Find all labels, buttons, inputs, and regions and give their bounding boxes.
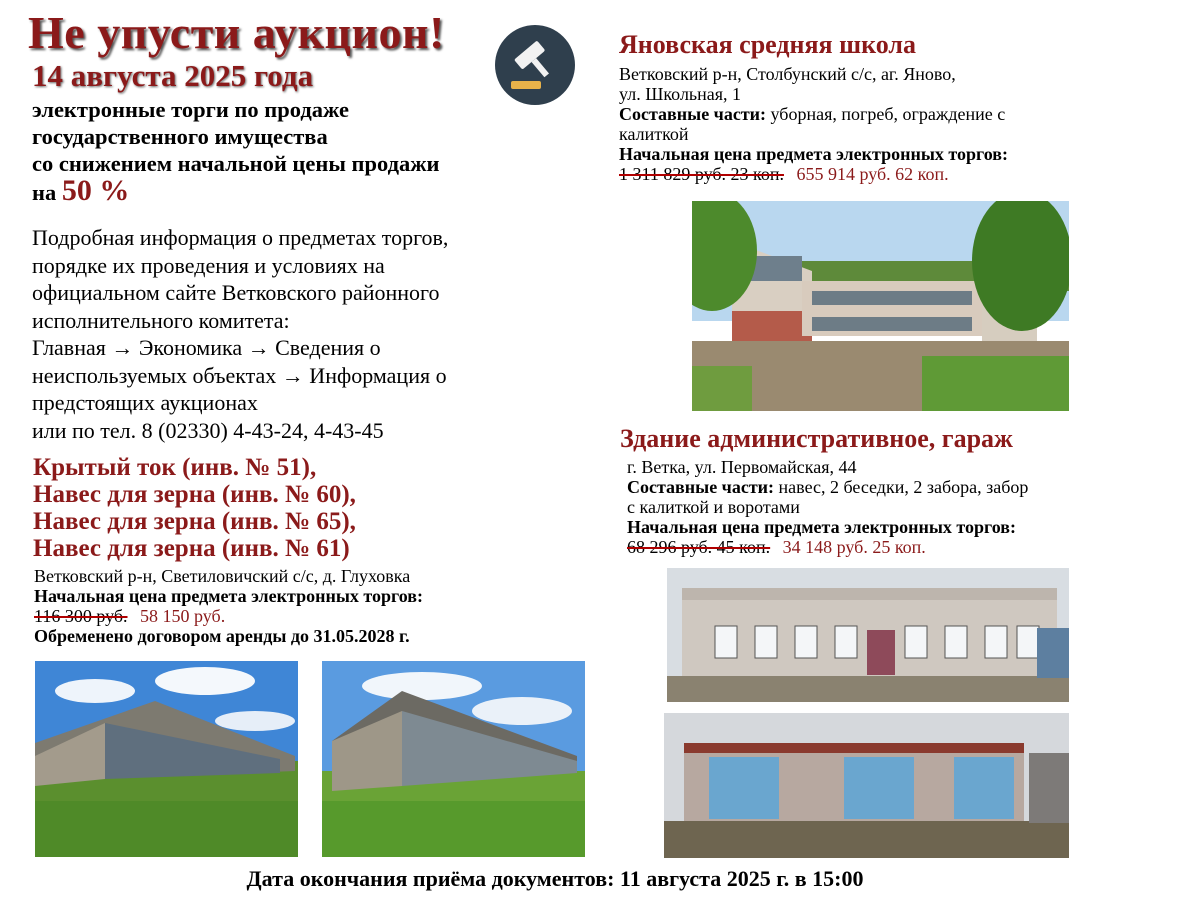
lot2-old-price: 1 311 829 руб. 23 коп. [619, 164, 784, 184]
lot3-parts-label: Составные части: [627, 477, 775, 497]
lot1-address: Ветковский р-н, Светиловичский с/с, д. Глуховка [34, 566, 411, 586]
info-line: Главная → Экономика → Сведения о [32, 335, 381, 360]
lot1-price-row [34, 606, 594, 626]
lot3-parts-text: навес, 2 беседки, 2 забора, забор [774, 477, 1029, 497]
discount-line [32, 174, 552, 207]
lot1-old-price: 116 300 руб. [34, 606, 128, 626]
lot1-price-label: Начальная цена предмета электронных торгов: [34, 586, 423, 606]
info-line: исполнительного комитета: [32, 307, 290, 333]
lot1-title: Навес для зерна (инв. № 65), [33, 508, 356, 535]
lot2-price-label: Начальная цена предмета электронных торгов: [619, 144, 1008, 164]
lot1-new-price: 58 150 руб. [140, 606, 226, 626]
lot2-parts-text: уборная, погреб, ограждение с [766, 104, 1006, 124]
lot1-details [34, 566, 594, 646]
lot2-new-price: 655 914 руб. 62 коп. [796, 164, 949, 184]
footer-deadline: Дата окончания приёма документов: 11 августа 2025 г. в 15:00 [246, 866, 864, 891]
auction-date: 14 августа 2025 года [32, 58, 314, 93]
lot3-photo-garage [664, 713, 1069, 858]
lot2-parts [619, 104, 1179, 124]
lot3-details [627, 457, 1187, 557]
lot2-photo [692, 201, 1069, 411]
lot1-photo-1 [35, 661, 298, 857]
lot2-address-line: ул. Школьная, 1 [619, 84, 742, 104]
lot3-new-price: 34 148 руб. 25 коп. [782, 537, 926, 557]
info-block [32, 224, 572, 444]
info-line: предстоящих аукционах [32, 390, 258, 415]
lot2-details [619, 64, 1179, 184]
lot1-title: Крытый ток (инв. № 51), [33, 454, 317, 481]
gavel-icon [495, 25, 575, 105]
lot3-old-price: 68 296 руб. 45 коп. [627, 537, 771, 557]
lot1-title: Навес для зерна (инв. № 61) [33, 535, 350, 562]
lot2-parts-cont: калиткой [619, 124, 689, 144]
lot2-address-line: Ветковский р-н, Столбунский с/с, аг. Яново, [619, 64, 956, 84]
info-line: или по тел. 8 (02330) 4-43-24, 4-43-45 [32, 417, 384, 443]
lot1-photo-2 [322, 661, 585, 857]
lot2-title: Яновская средняя школа [619, 30, 916, 59]
lot2-parts-label: Составные части: [619, 104, 767, 124]
subtitle-line: со снижением начальной цены продажи [32, 151, 440, 176]
info-line: официальном сайте Ветковского районного [32, 280, 440, 305]
lot3-title: Здание административное, гараж [620, 424, 1013, 453]
discount-prefix: на [32, 180, 57, 205]
lot3-parts-cont: с калиткой и воротами [627, 497, 800, 517]
lot2-price-row [619, 164, 1179, 184]
lot3-price-label: Начальная цена предмета электронных торгов: [627, 517, 1016, 537]
lot3-address: г. Ветка, ул. Первомайская, 44 [627, 457, 857, 477]
info-line: Подробная информация о предметах торгов, [32, 225, 449, 250]
lot1-encumbrance: Обременено договором аренды до 31.05.2028 г. [34, 626, 410, 646]
lot3-photo-admin [667, 568, 1069, 702]
subtitle-line: электронные торги по продаже [32, 97, 349, 122]
discount-value: 50 % [61, 174, 130, 207]
lot3-parts [627, 477, 1187, 497]
info-line: порядке их проведения и условиях на [32, 252, 385, 278]
lot1-titles [33, 454, 593, 562]
info-line: неиспользуемых объектах → Информация о [32, 362, 447, 388]
page-title: Не упусти аукцион! [28, 7, 445, 58]
subtitle-block [32, 96, 552, 206]
subtitle-line: государственного имущества [32, 124, 328, 149]
lot1-title: Навес для зерна (инв. № 60), [33, 481, 356, 508]
lot3-price-row [627, 537, 1187, 557]
